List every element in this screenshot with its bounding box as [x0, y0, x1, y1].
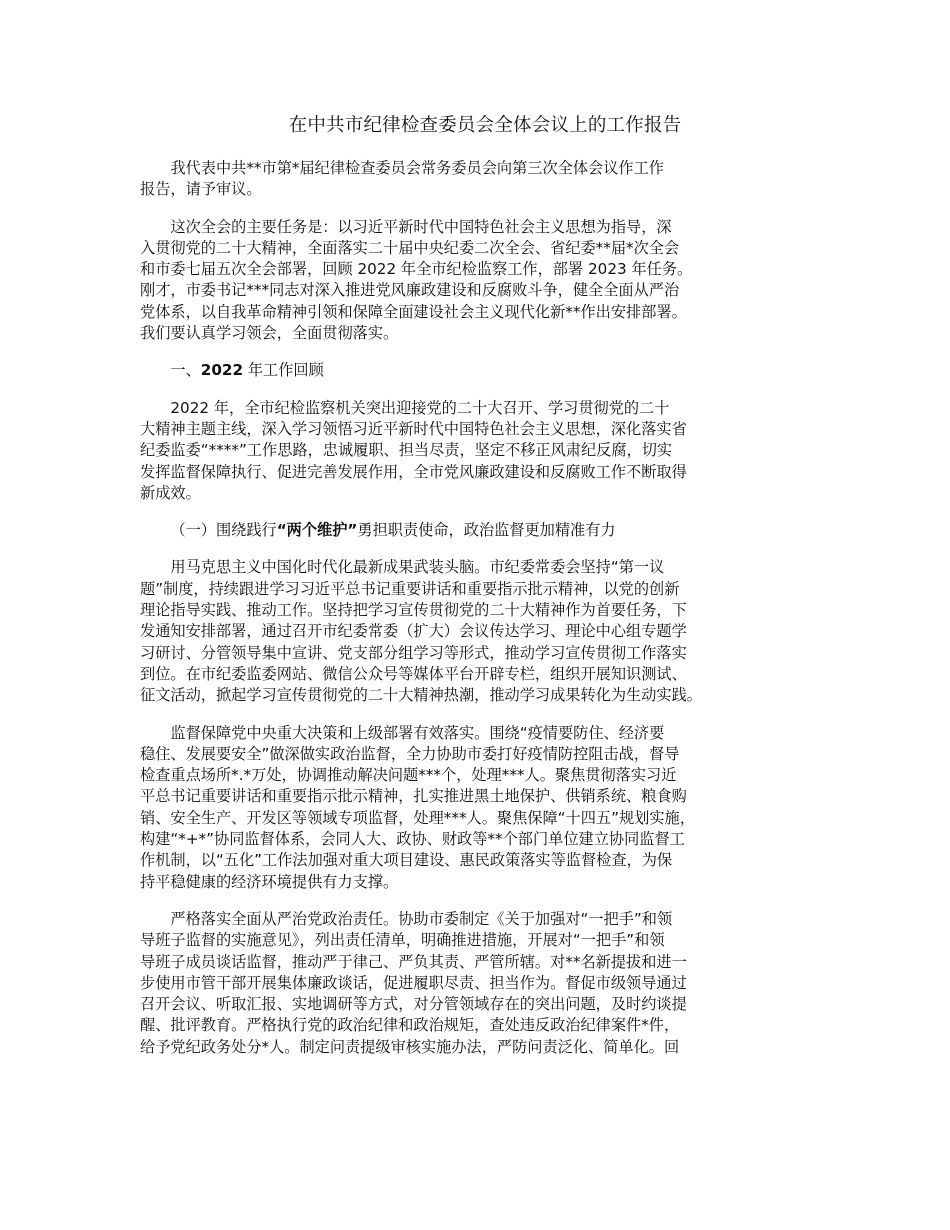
- section-heading-review: [140, 360, 830, 381]
- paragraph-line: 到位。在市纪委监委网站、微信公众号等媒体平台开辟专栏，组织开展知识测试、: [140, 664, 687, 683]
- section-suffix: 年工作回顾: [243, 361, 324, 380]
- paragraph-line: 刚才，市委书记***同志对深入推进党风廉政建设和反腐败斗争，健全全面从严治: [140, 281, 680, 300]
- document-title: 在中共市纪律检查委员会全体会议上的工作报告: [288, 115, 682, 136]
- paragraph-line: 稳住、发展要安全”做深做实政治监督，全力协助市委打好疫情防控阻击战，督导: [140, 744, 680, 763]
- paragraph-line: 纪委监委“****”工作思路，忠诚履职、担当尽责，坚定不移正风肃纪反腐，切实: [140, 441, 673, 460]
- paragraph-line: 步使用市管干部开展集体廉政谈话，促进履职尽责、担当作为。督促市级领导通过: [140, 973, 687, 992]
- paragraph-line: 持平稳健康的经济环境提供有力支撑。: [140, 872, 399, 891]
- responsibility-paragraph: [140, 909, 830, 1058]
- paragraph-line: 监督保障党中央重大决策和上级部署有效落实。围绕“疫情要防住、经济要: [170, 723, 665, 742]
- subsection-emphasis: “两个维护”: [276, 521, 358, 540]
- paragraph-line: 我们要认真学习领会，全面贯彻落实。: [140, 324, 399, 343]
- subsection-suffix: 勇担职责使命，政治监督更加精准有力: [357, 521, 616, 540]
- paragraph-line: 用马克思主义中国化时代化最新成果武装头脑。市纪委常委会坚持“第一议: [170, 558, 665, 577]
- subsection-heading-political-supervision: [140, 520, 830, 541]
- paragraph-line: 检查重点场所*.*万处，协调推动解决问题***个，处理***人。聚焦贯彻落实习近: [140, 766, 677, 785]
- paragraph-line: 严格落实全面从严治党政治责任。协助市委制定《关于加强对“一把手”和领: [170, 909, 673, 928]
- paragraph-line: 大精神主题主线，深入学习领悟习近平新时代中国特色社会主义思想，深化落实省: [140, 419, 687, 438]
- paragraph-line: 作机制，以“五化”工作法加强对重大项目建设、惠民政策落实等监督检查，为保: [140, 851, 673, 870]
- paragraph-line: 党体系，以自我革命精神引领和保障全面建设社会主义现代化新**作出安排部署。: [140, 302, 687, 321]
- paragraph-line: 题”制度，持续跟进学习习近平总书记重要讲话和重要指示批示精神，以党的创新: [140, 579, 680, 598]
- paragraph-line: 报告，请予审议。: [140, 180, 262, 199]
- subsection-prefix: （一）围绕践行: [170, 521, 277, 540]
- intro-paragraph: [140, 158, 830, 201]
- paragraph-line: 导班子监督的实施意见》，列出责任清单，明确推进措施，开展对“一把手”和领: [140, 931, 665, 950]
- paragraph-line: 新成效。: [140, 483, 201, 502]
- section-prefix: 一、: [170, 361, 201, 380]
- paragraph-line: 平总书记重要讲话和重要指示批示精神，扎实推进黑土地保护、供销系统、粮食购: [140, 787, 687, 806]
- paragraph-line: 召开会议、听取汇报、实地调研等方式，对分管领域存在的突出问题，及时约谈提: [140, 995, 687, 1014]
- paragraph-line: 导班子成员谈话监督，推动严于律己、严负其责、严管所辖。对**名新提拔和进一: [140, 952, 687, 971]
- paragraph-line: 醒、批评教育。严格执行党的政治纪律和政治规矩，查处违反政治纪律案件*件，: [140, 1016, 680, 1035]
- paragraph-line: 给予党纪政务处分*人。制定问责提级审核实施办法，严防问责泛化、简单化。回: [140, 1037, 680, 1056]
- paragraph-line: 发挥监督保障执行、促进完善发展作用，全市党风廉政建设和反腐败工作不断取得: [140, 462, 687, 481]
- purpose-paragraph: [140, 217, 830, 345]
- paragraph-line: 入贯彻党的二十大精神，全面落实二十届中央纪委二次全会、省纪委**届*次全会: [140, 238, 680, 257]
- paragraph-line: 我代表中共**市第*届纪律检查委员会常务委员会向第三次全体会议作工作: [170, 159, 664, 177]
- paragraph-line: 发通知安排部署，通过召开市纪委常委（扩大）会议传达学习、理论中心组专题学: [140, 622, 687, 641]
- paragraph-line: 2022 年，全市纪检监察机关突出迎接党的二十大召开、学习贯彻党的二十: [170, 398, 670, 417]
- paragraph-line: 征文活动，掀起学习宣传贯彻党的二十大精神热潮，推动学习成果转化为生动实践。: [140, 686, 702, 705]
- paragraph-line: 这次全会的主要任务是：以习近平新时代中国特色社会主义思想为指导，深: [170, 217, 672, 236]
- paragraph-line: 销、安全生产、开发区等领域专项监督，处理***人。聚焦保障“十四五”规划实施，: [140, 808, 695, 827]
- section-year: 2022: [200, 361, 244, 380]
- paragraph-line: 和市委七届五次全会部署，回顾 2022 年全市纪检监察工作，部署 2023 年任务。: [140, 260, 693, 279]
- paragraph-line: 理论指导实践、推动工作。坚持把学习宣传贯彻党的二十大精神作为首要任务，下: [140, 601, 687, 620]
- theory-paragraph: [140, 557, 830, 706]
- supervision-paragraph: [140, 723, 830, 893]
- document-page: [140, 112, 830, 1074]
- paragraph-line: 习研讨、分管领导集中宣讲、党支部分组学习等形式，推动学习宣传贯彻工作落实: [140, 643, 687, 662]
- paragraph-line: 构建“*+*”协同监督体系，会同人大、政协、财政等**个部门单位建立协同监督工: [140, 830, 685, 849]
- review-paragraph: [140, 398, 830, 504]
